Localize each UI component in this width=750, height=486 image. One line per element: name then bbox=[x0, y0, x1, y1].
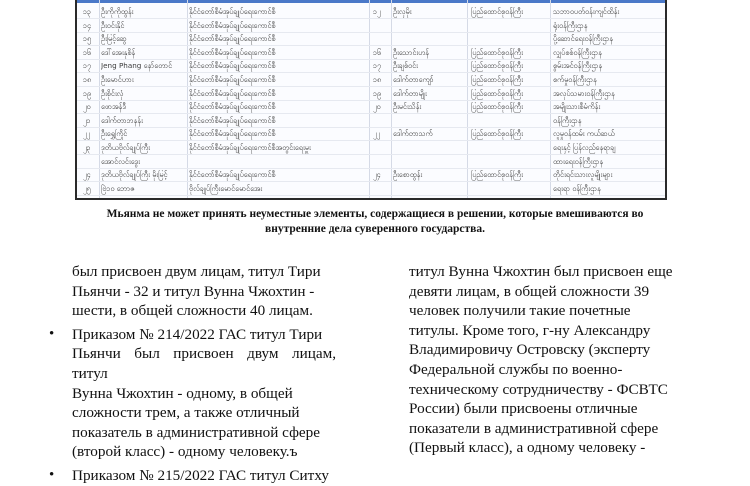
caption-line-2: внутренние дела суверенного государства. bbox=[264, 223, 486, 235]
table-cell-pos: ပို့ဆောင်ရေးဝန်ကြီးဌာန bbox=[553, 34, 613, 44]
text-line: Приказом № 215/2022 ГАС титул Ситху bbox=[72, 466, 329, 484]
text-line: (Первый класс), а одному человеку - bbox=[409, 439, 646, 457]
table-cell-org: ဗိုလ်ချုပ်ကြီးမောင်မောင်အေး bbox=[189, 183, 263, 193]
table-cell-name2: ဒေါက်တာသက် bbox=[393, 129, 433, 139]
table-row bbox=[77, 127, 665, 141]
text-line: (второй класс) - одному человеку.ъ bbox=[72, 443, 298, 461]
table-cell-org: နိုင်ငံတော်စီမံအုပ်ချုပ်ရေးကောင်စီအတွင်းရေးမှူး bbox=[189, 143, 311, 152]
table-cell-org: နိုင်ငံတော်စီမံအုပ်ချုပ်ရေးကောင်စီ bbox=[189, 170, 276, 180]
table-cell-no: ၂၃ bbox=[83, 143, 91, 152]
table-cell-name: Jeng Phang နော်တောင် bbox=[101, 61, 173, 71]
table-row bbox=[77, 168, 665, 182]
table-cell-name: ဗြဲ၁၀ ဘောဇ bbox=[101, 183, 135, 193]
table-cell-no2: ၁၆ bbox=[373, 47, 382, 57]
figure-caption bbox=[60, 207, 690, 237]
table-cell-name: ဒုတိယဗိုလ်ချုပ်ကြီး bbox=[101, 143, 150, 152]
table-cell-no2: ၂၂ bbox=[373, 129, 381, 139]
table-cell-no: ၂၂ bbox=[83, 129, 91, 139]
text-line: шести, в общей сложности 40 лицам. bbox=[72, 302, 313, 320]
table-cell-name2: ဦးစောထွန်း bbox=[393, 170, 423, 180]
table-row bbox=[77, 155, 665, 169]
table-cell-name: ဦးရွှေကြိုင် bbox=[101, 129, 128, 139]
table-cell-name2: ဦးသောင်းဟန် bbox=[393, 47, 429, 57]
table-cell-no2: ၁၈ bbox=[373, 75, 382, 84]
table-cell-pos: ထားရေးဝန်ကြီးဌာန bbox=[553, 156, 604, 166]
table-cell-pos: စက်မှုဝန်ကြီးဌာန bbox=[553, 75, 597, 84]
table-cell-no: ၁၉ bbox=[83, 88, 92, 98]
table-cell-pos: လျှပ်စစ်ဝန်ကြီးဌာန bbox=[553, 47, 602, 57]
table-cell-no: ၁၅ bbox=[83, 34, 92, 44]
table-row bbox=[77, 19, 665, 33]
table-cell-no: ၁၆ bbox=[83, 47, 92, 57]
right-text-column bbox=[409, 262, 702, 458]
paragraph-continued bbox=[72, 262, 336, 321]
table-cell-pos: ရုံးဝန်ကြီးဌာန bbox=[553, 20, 588, 30]
text-line: Федеральной службы по военно- bbox=[409, 360, 623, 378]
text-line: Пьянчи был присвоен двум лицам, титул bbox=[72, 345, 336, 382]
table-cell-org: နိုင်ငံတော်စီမံအုပ်ချုပ်ရေးကောင်စီ bbox=[189, 20, 276, 30]
table-cell-no: ၂၁ bbox=[83, 115, 91, 125]
table-cell-pos: စွမ်းအင်ဝန်ကြီးဌာန bbox=[553, 61, 603, 71]
text-line: сложности трем, а также отличный bbox=[72, 404, 300, 422]
table-cell-org: နိုင်ငံတော်စီမံအုပ်ချုပ်ရေးကောင်စီ bbox=[189, 75, 276, 84]
table-cell-no: ၂၀ bbox=[83, 102, 91, 112]
table-cell-name: ဖောအန်ဒီ bbox=[101, 102, 127, 112]
table-cell-pos: လူမှုဝန်ထမ်း ကယ်ဆယ် bbox=[553, 129, 615, 139]
caption-line-1: Мьянма не может принять неуместные элементы, содержащиеся в решении, которые вмешиваются во bbox=[106, 208, 644, 220]
table-cell-org2: ပြည်ထောင်စုဝန်ကြီး bbox=[471, 170, 523, 180]
left-text-column bbox=[49, 262, 336, 486]
text-line: Владимировичу Островску (эксперту bbox=[409, 341, 651, 359]
table-cell-name2: ဒေါက်တာမျိုး bbox=[393, 88, 427, 98]
table-cell-name: ဦးဝင်းနိုင် bbox=[101, 20, 125, 30]
table-cell-org: နိုင်ငံတော်စီမံအုပ်ချုပ်ရေးကောင်စီ bbox=[189, 129, 276, 139]
table-cell-no: ၁၇ bbox=[83, 61, 92, 71]
table-cell-no2: ၁၂ bbox=[373, 7, 381, 16]
table-row bbox=[77, 141, 665, 155]
scan-top-edge bbox=[77, 0, 665, 3]
table-cell-name2: ဦးလှမိုး bbox=[393, 7, 412, 16]
table-cell-name: အောင်လင်းဒွေး bbox=[101, 156, 140, 166]
text-line: Вунна Чжохтин - одному, в общей bbox=[72, 384, 293, 402]
table-cell-no2: ၁၇ bbox=[373, 61, 382, 71]
table-cell-pos: အလုပ်သမားဝန်ကြီးဌာန bbox=[553, 88, 615, 98]
table-cell-org2: ပြည်ထောင်စုဝန်ကြီး bbox=[471, 129, 523, 139]
table-cell-name: ဒုတိယဗိုလ်ချုပ်ကြီး မိုးမြင့် bbox=[101, 170, 168, 180]
table-cell-org: နိုင်ငံတော်စီမံအုပ်ချုပ်ရေးကောင်စီ bbox=[189, 34, 276, 44]
table-cell-name: ဦးမောင်ဟား bbox=[101, 75, 134, 84]
table-cell-pos: ရေးရာ ဝန်ကြီးဌာန bbox=[553, 183, 601, 193]
text-line: был присвоен двум лицам, титул Тири bbox=[72, 263, 321, 280]
table-row bbox=[77, 5, 665, 19]
table-cell-no2: ၂၄ bbox=[373, 170, 381, 180]
bullet-icon: • bbox=[49, 466, 55, 483]
table-cell-org: နိုင်ငံတော်စီမံအုပ်ချုပ်ရေးကောင်စီ bbox=[189, 47, 276, 57]
table-row bbox=[77, 46, 665, 60]
text-line: Приказом № 214/2022 ГАС титул Тири bbox=[72, 325, 323, 343]
table-cell-no: ၁၃ bbox=[83, 7, 92, 16]
table-cell-name: ဦးကိုကိုထွန်း bbox=[101, 7, 134, 16]
table-cell-name2: ဦးချစ်ဝင်း bbox=[393, 61, 418, 71]
table-row bbox=[77, 32, 665, 46]
table-cell-org: နိုင်ငံတော်စီမံအုပ်ချုပ်ရေးကောင်စီ bbox=[189, 61, 276, 71]
table-cell-no: ၁၈ bbox=[83, 75, 92, 84]
scanned-table-image bbox=[75, 0, 667, 200]
text-line: титулы. Кроме того, г-ну Александру bbox=[409, 321, 651, 339]
table-cell-name2: ဦးမင်းသိန်း bbox=[393, 102, 422, 112]
table-cell-org: နိုင်ငံတော်စီမံအုပ်ချုပ်ရေးကောင်စီ bbox=[189, 102, 276, 112]
text-line: девяти лицам, в общей сложности 39 bbox=[409, 282, 650, 300]
table-cell-name2: ဒေါက်တာကျော် bbox=[393, 75, 434, 84]
table-cell-name: ဒေါ်အေးနုစိန် bbox=[101, 47, 136, 57]
table-cell-name: ဦးစိုင်းလုံ bbox=[101, 88, 124, 98]
table-row bbox=[77, 73, 665, 87]
table-row bbox=[77, 87, 665, 101]
table-cell-no: ၂၅ bbox=[83, 183, 91, 193]
table-row bbox=[77, 182, 665, 196]
table-cell-org: နိုင်ငံတော်စီမံအုပ်ချုပ်ရေးကောင်စီ bbox=[189, 115, 276, 125]
text-line: показатели в административной сфере bbox=[409, 419, 659, 437]
table-cell-pos: သဘာဝပတ်ဝန်းကျင်ထိန်း bbox=[553, 7, 620, 16]
text-line: Пьянчи - 32 и титул Вунна Чжохтин - bbox=[72, 282, 315, 300]
table-cell-pos: အမျိုးသားစီမံကိန်း bbox=[553, 102, 601, 112]
bullet-icon: • bbox=[49, 325, 55, 342]
table-row bbox=[77, 100, 665, 114]
table-cell-org2: ပြည်ထောင်စုဝန်ကြီး bbox=[471, 47, 523, 57]
table-cell-org2: ပြည်ထောင်စုဝန်ကြီး bbox=[471, 7, 523, 16]
text-line: титул Вунна Чжохтин был присвоен еще bbox=[409, 263, 673, 280]
table-row bbox=[77, 114, 665, 128]
bullet-item-order-215 bbox=[49, 466, 336, 486]
table-cell-name: ဒေါက်တာဘနန်း bbox=[101, 115, 143, 125]
table-cell-org: နိုင်ငံတော်စီမံအုပ်ချုပ်ရေးကောင်စီ bbox=[189, 7, 276, 16]
table-row bbox=[77, 59, 665, 73]
table-cell-no2: ၂၀ bbox=[373, 102, 381, 112]
table-cell-org2: ပြည်ထောင်စုဝန်ကြီး bbox=[471, 88, 523, 98]
table-cell-org2: ပြည်ထောင်စုဝန်ကြီး bbox=[471, 102, 523, 112]
text-line: человек получили такие почетные bbox=[409, 302, 631, 320]
table-cell-org2: ပြည်ထောင်စုဝန်ကြီး bbox=[471, 75, 523, 84]
table-cell-pos: ဝန်ကြီးဌာန bbox=[553, 115, 582, 125]
text-line: России) были присвоены отличные bbox=[409, 400, 638, 418]
text-line: техническому сотрудничеству - ФСВТС bbox=[409, 380, 668, 398]
table-cell-pos: ရေးနှင့် ပြန်လည်နေရာချ bbox=[553, 143, 616, 152]
table-cell-org: နိုင်ငံတော်စီမံအုပ်ချုပ်ရေးကောင်စီ bbox=[189, 88, 276, 98]
table-cell-no: ၁၄ bbox=[83, 20, 92, 30]
bullet-item-order-214 bbox=[49, 325, 336, 462]
table-cell-no2: ၁၉ bbox=[373, 88, 382, 98]
text-line: показатель в административной сфере bbox=[72, 423, 320, 441]
table-cell-pos: တိုင်းရင်းသားလူမျိုးများ bbox=[553, 170, 613, 180]
table-cell-org2: ပြည်ထောင်စုဝန်ကြီး bbox=[471, 61, 523, 71]
table-cell-name: ဦးမြင့်ဆွေ bbox=[101, 34, 127, 44]
table-cell-no: ၂၄ bbox=[83, 170, 91, 180]
